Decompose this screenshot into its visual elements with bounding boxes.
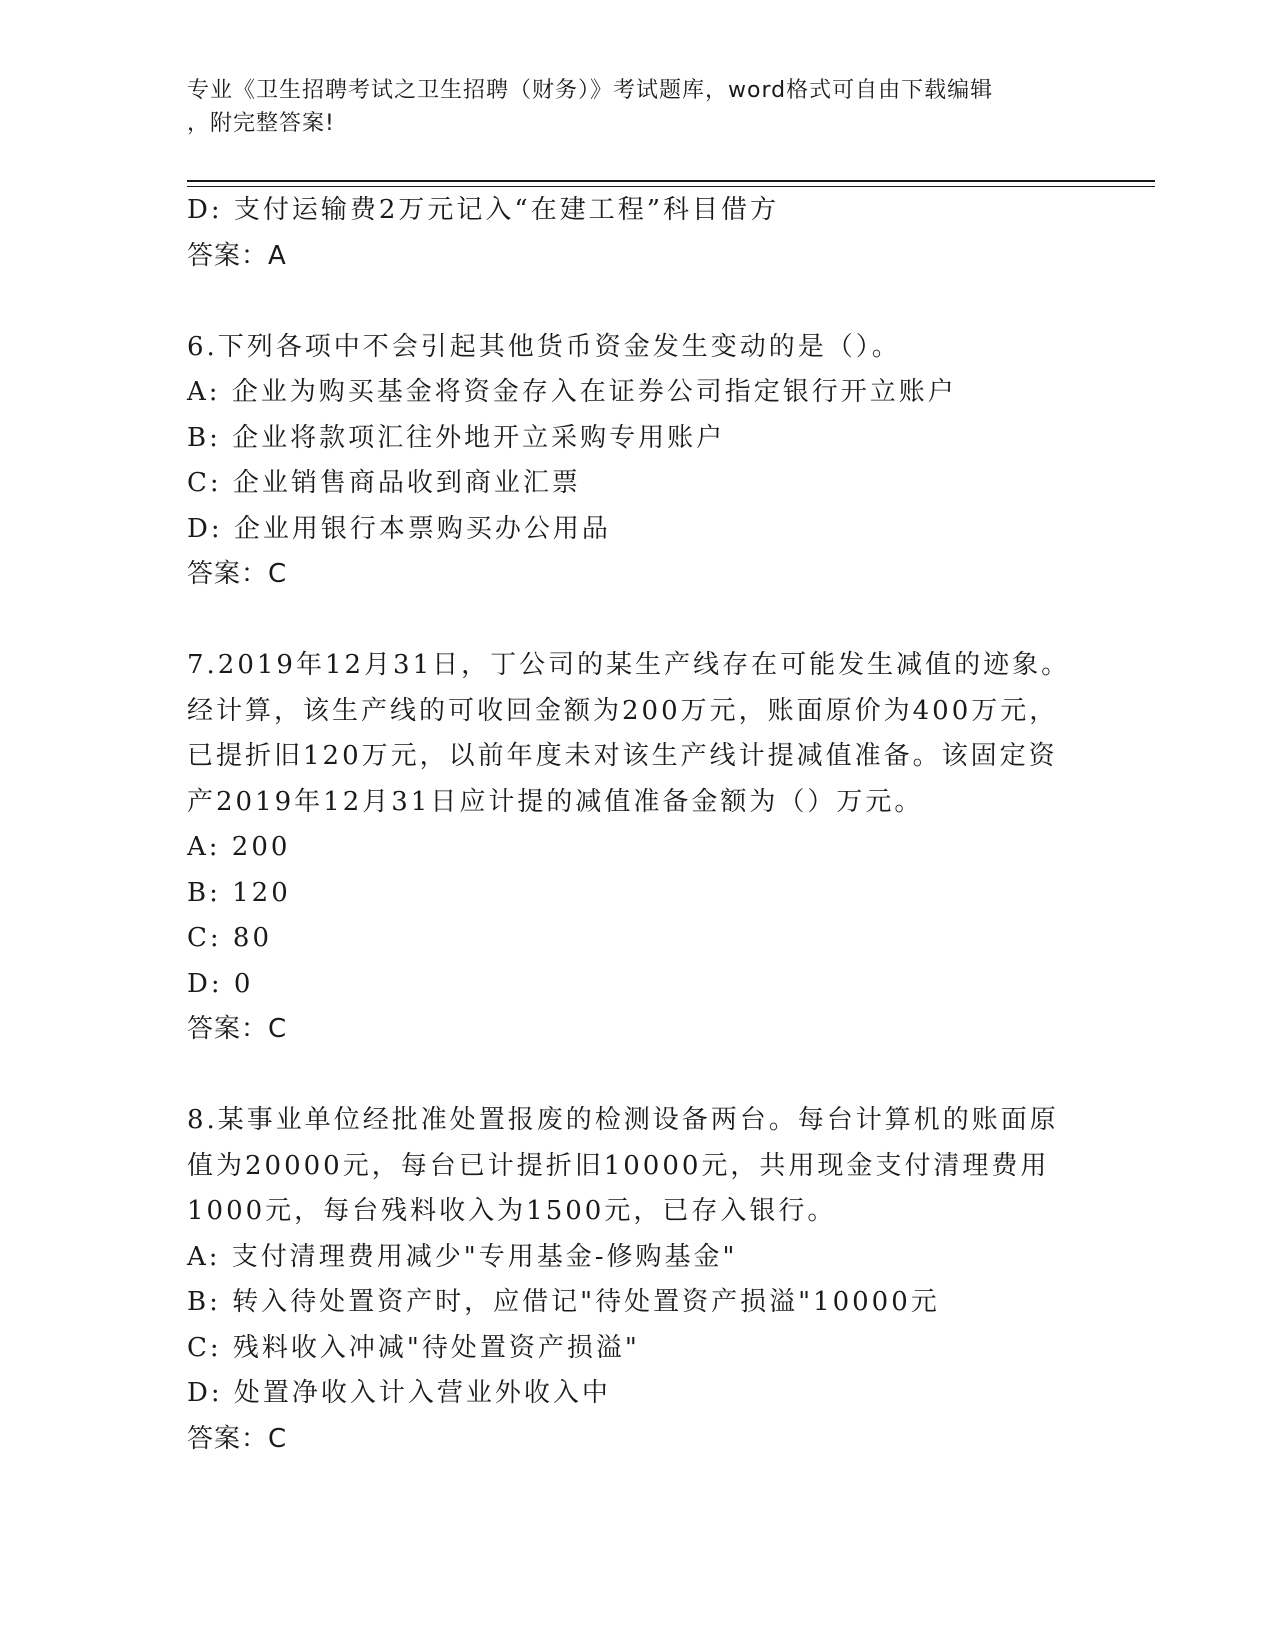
question-stem-line: 产2019年12月31日应计提的减值准备金额为（）万元。	[187, 786, 924, 817]
option-c: C: 80	[187, 923, 273, 953]
question-stem-line: 6.下列各项中不会引起其他货币资金发生变动的是（）。	[187, 331, 901, 362]
option-b: B: 120	[187, 877, 291, 908]
option-d: D: 处置净收入计入营业外收入中	[187, 1378, 611, 1408]
spacer	[187, 598, 1087, 644]
option-c: C: 残料收入冲减"待处置资产损溢"	[187, 1332, 640, 1363]
option-c: C: 企业销售商品收到商业汇票	[187, 468, 581, 498]
option-a: A: 支付清理费用减少"专用基金-修购基金"	[187, 1241, 738, 1272]
header-divider-thin	[187, 186, 1155, 187]
answer-line: 答案：C	[187, 1423, 288, 1454]
answer-line: 答案：C	[187, 1014, 288, 1044]
question-content	[187, 188, 1087, 1462]
previous-question-tail	[187, 188, 1087, 279]
option-d: D: 企业用银行本票购买办公用品	[187, 513, 611, 544]
question-stem-line: 经计算，该生产线的可收回金额为200万元，账面原价为400万元，	[187, 695, 1059, 726]
option-b: B: 企业将款项汇往外地开立采购专用账户	[187, 422, 726, 453]
question-stem-line: 8.某事业单位经批准处置报废的检测设备两台。每台计算机的账面原	[187, 1105, 1059, 1135]
option-d: D: 支付运输费2万元记入“在建工程”科目借方	[187, 195, 779, 225]
question-stem-line: 值为20000元，每台已计提折旧10000元，共用现金支付清理费用	[187, 1150, 1050, 1181]
header-line-2: ，附完整答案!	[187, 111, 335, 136]
question-7	[187, 643, 1087, 1053]
document-header	[187, 74, 1087, 140]
header-divider-thick	[187, 180, 1155, 182]
question-stem-line: 已提折旧120万元，以前年度未对该生产线计提减值准备。该固定资	[187, 741, 1058, 771]
answer-line: 答案：A	[187, 240, 287, 271]
spacer	[187, 279, 1087, 325]
header-line-1: 专业《卫生招聘考试之卫生招聘（财务）》考试题库，word格式可自由下载编辑	[187, 78, 994, 103]
answer-line: 答案：C	[187, 559, 288, 589]
question-stem-line: 7.2019年12月31日，丁公司的某生产线存在可能发生减值的迹象。	[187, 650, 1071, 680]
spacer	[187, 1053, 1087, 1099]
option-a: A: 企业为购买基金将资金存入在证券公司指定银行开立账户	[187, 377, 957, 407]
question-6	[187, 325, 1087, 598]
option-b: B: 转入待处置资产时，应借记"待处置资产损溢"10000元	[187, 1287, 940, 1317]
question-stem-line: 1000元，每台残料收入为1500元，已存入银行。	[187, 1196, 837, 1226]
option-a: A: 200	[187, 832, 291, 862]
option-d: D: 0	[187, 968, 254, 999]
question-8	[187, 1098, 1087, 1462]
